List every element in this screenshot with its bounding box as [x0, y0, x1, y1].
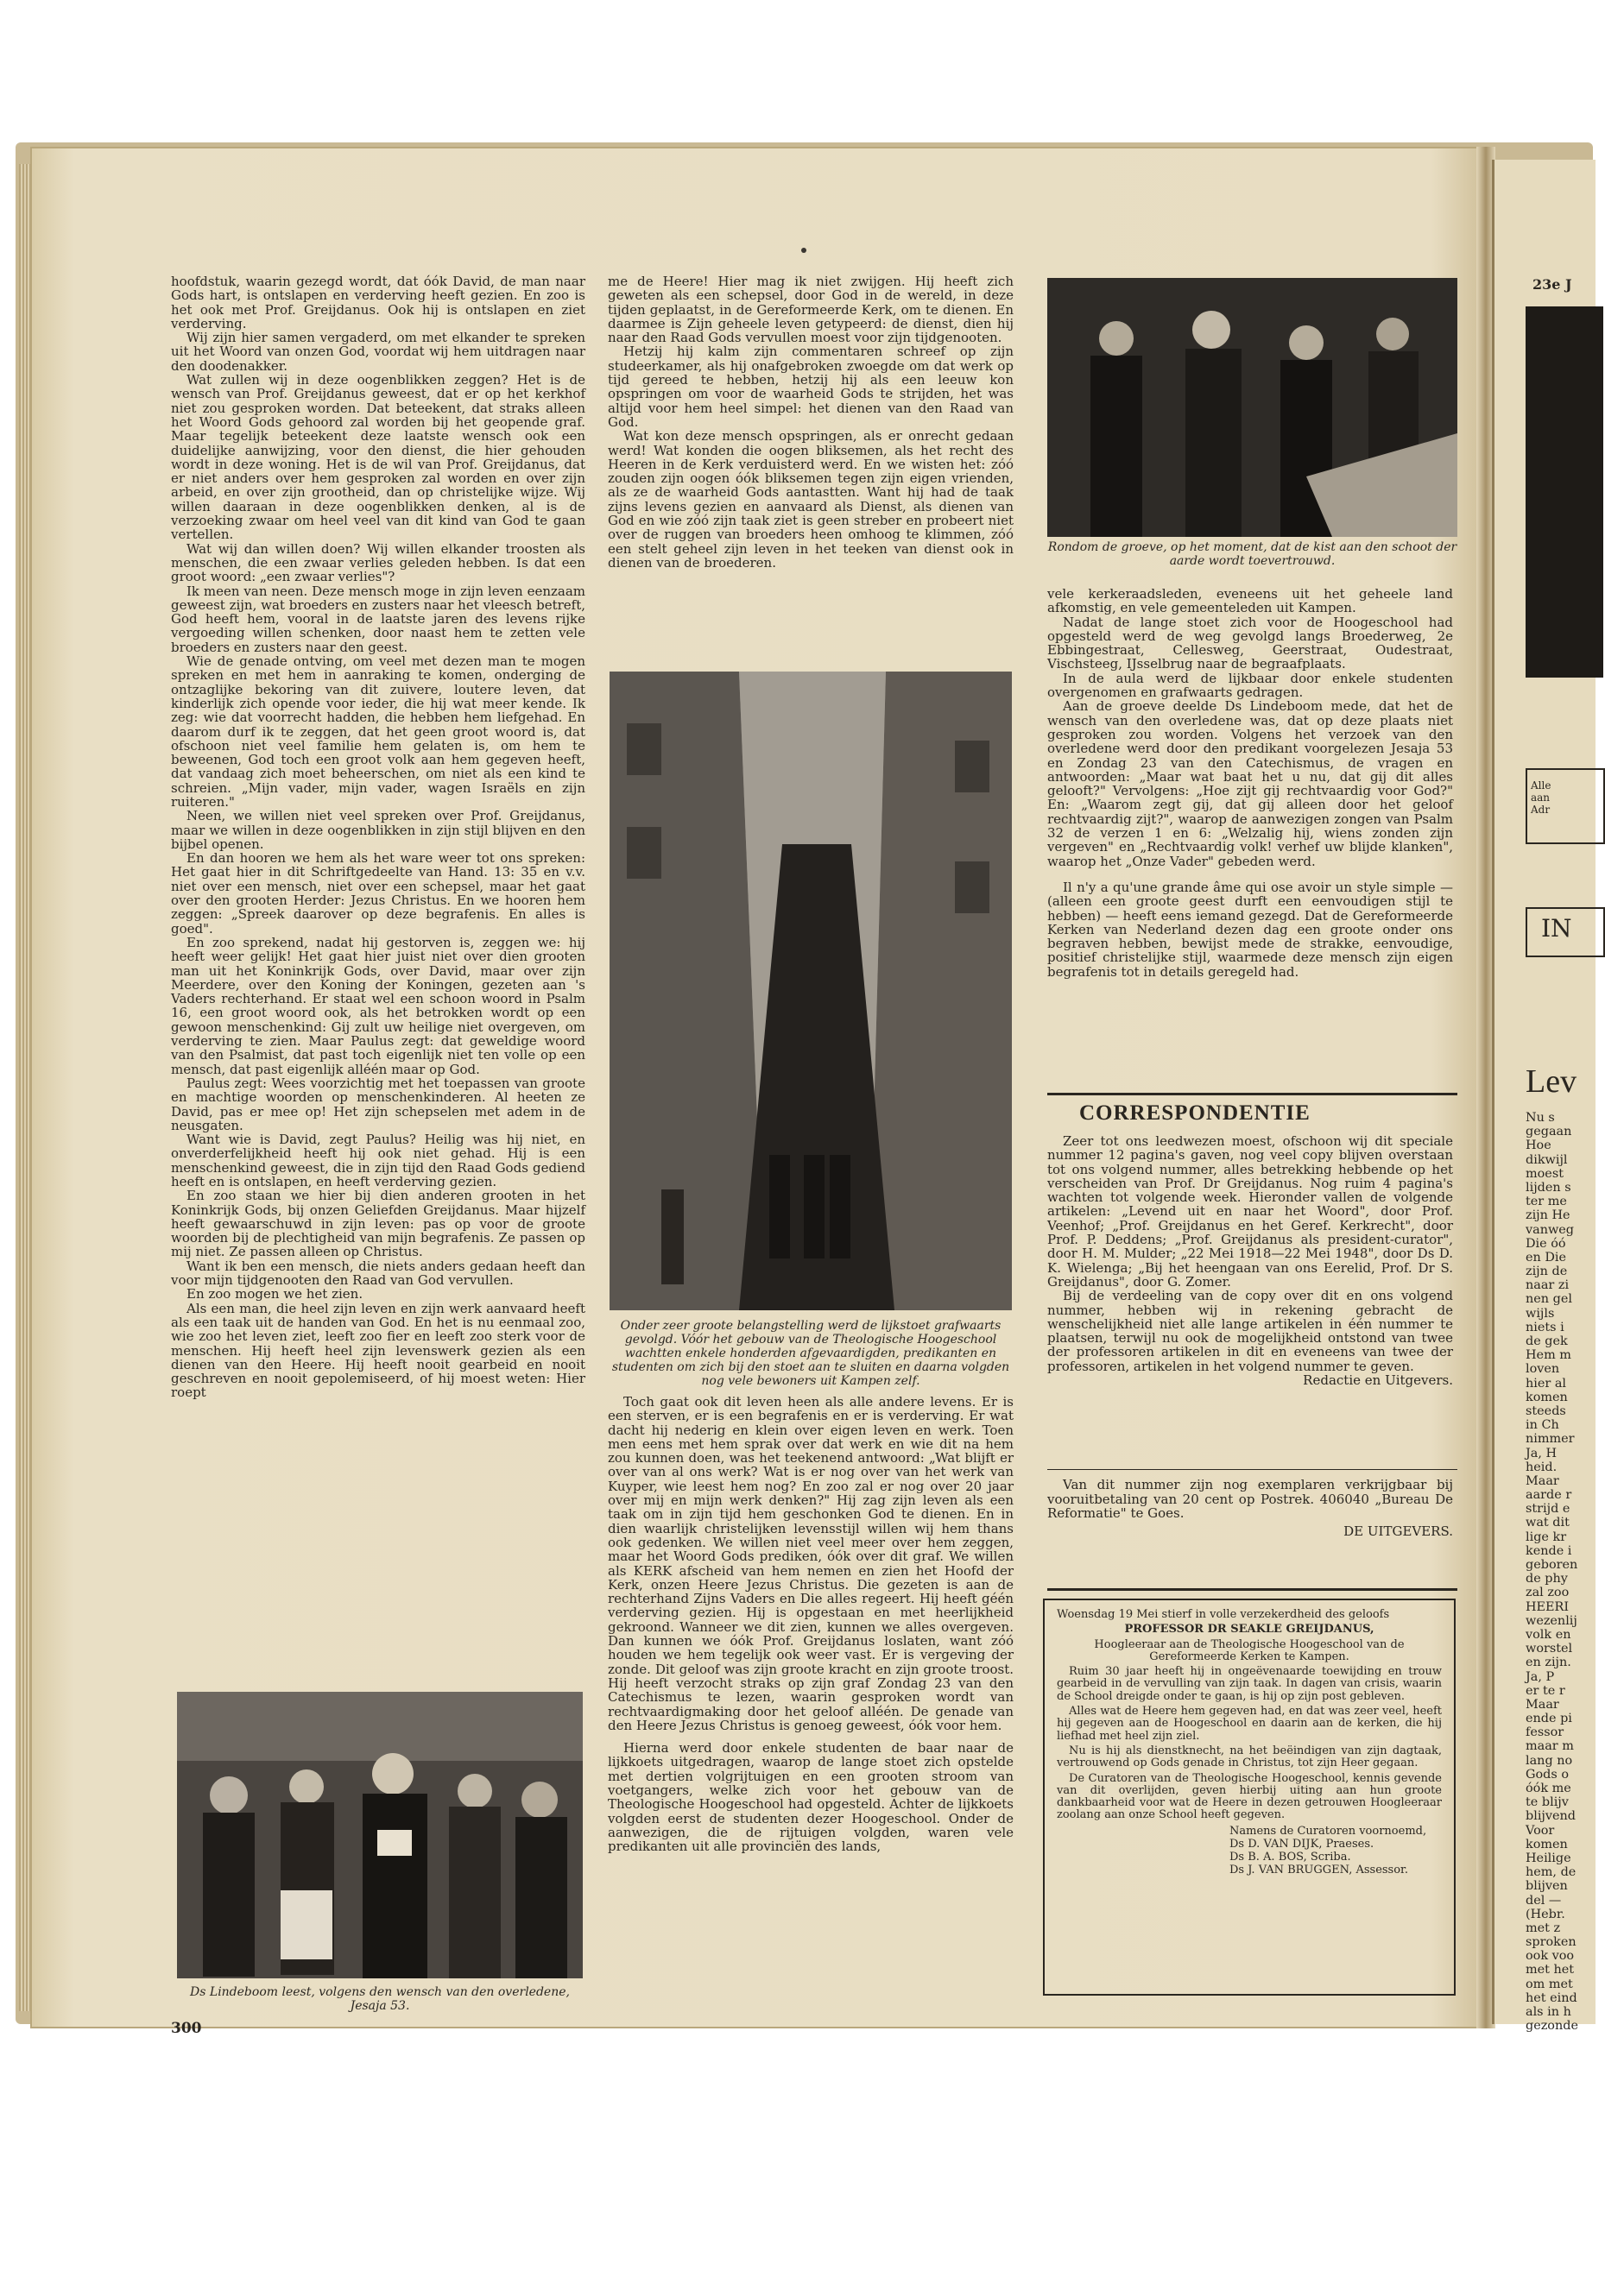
photo-grave [1047, 278, 1457, 537]
box-line: Alle [1531, 779, 1551, 792]
text-fragment: Nu s [1526, 1111, 1555, 1125]
text-fragment: komen [1526, 1837, 1568, 1851]
text-fragment: zijn de [1526, 1265, 1568, 1279]
section-rule [1047, 1093, 1457, 1095]
paragraph: Want ik ben een mensch, die niets anders gedaan heeft dan voor mijn tijdgenooten den Raad van God vervullen. [171, 1258, 585, 1289]
correspondentie-heading: CORRESPONDENTIE [1079, 1101, 1311, 1125]
masthead-graphic [1526, 306, 1603, 678]
paragraph: Toch gaat ook dit leven heen als alle andere levens. Er is een sterven, er is een begrafenis en er is verderving. Er wat dacht hij nederig en klein over eigen leven en werk. Toen men eens met hem sprak over dat werk en wie dit na hem zou kunnen doen, was het teekenend antwoord: „Wat blijft er over van al ons werk? Wat is er nog over van het werk van Kuyper, wie leest hem nog? En zoo zal er nog over 20 jaar over mij en mijn werk denken?" Hij zag zijn leven als een taak om in zijn tijd hem geschonken God te dienen. En in dien waarlijk christelijken levensstijl willen wij hem thans ook gedenken. We willen niet veel meer over hem zeggen, maar het Woord Gods prediken, óók over dit graf. We willen als KERK afscheid van hem nemen en zien het Hoofd der Kerk, onzen Heere Jezus Christus. Die gezeten is aan de rechterhand Zijns Vaders en Die alles regeert. Hij heeft géén verderving gezien. Hij is opgestaan en met heerlijkheid gekroond. Wanneer we dit zien, kunnen we alles overgeven. Dan kunnen we óók Prof. Greijdanus loslaten, want zóó houden we hem tegelijk ook weer vast. Er is vergeving der zonde. Dit geloof was zijn groote kracht en zijn groote troost. Hij heeft verzocht straks op zijn graf Zondag 23 van den Catechismus te lezen, waarin gesproken wordt van rechtvaardigmaking door het geloof alléén. De genade van den Heere Jezus Christus is genoeg geweest, óók voor hem. [608, 1394, 1014, 1733]
text-fragment: hem, de [1526, 1865, 1577, 1880]
text-fragment: dikwijl [1526, 1152, 1568, 1167]
text-fragment: Die óó [1526, 1236, 1566, 1251]
text-fragment: en Die [1526, 1250, 1567, 1265]
text-fragment: hier al [1526, 1376, 1567, 1391]
caption-middle: Onder zeer groote belangstelling werd de lijkstoet grafwaarts gevolgd. Vóór het gebouw van de Theologische Hoogeschool wachtten enkele honderden afgevaardigden, predikanten en studenten om zich bij den stoet aan te sluiten en daarna volgden nog vele bewoners uit Kampen zelf. [611, 1319, 1010, 1388]
box-text: IN [1541, 914, 1572, 943]
text-fragment: worstel [1526, 1642, 1573, 1656]
page-edges [19, 164, 31, 2011]
obituary-name: PROFESSOR DR SEAKLE GREIJDANUS, [1124, 1623, 1374, 1637]
text-fragment: niets i [1526, 1320, 1564, 1334]
paragraph: Nadat de lange stoet zich voor de Hoogeschool had opgesteld werd de weg gevolgd langs Broederweg, 2e Ebbingestraat, Cellesweg, Geerstraat, Oudestraat, Vischsteeg, IJsselbrug naar de begraafplaats. [1047, 614, 1453, 672]
paragraph: En zoo staan we hier bij dien anderen grooten in het Koninkrijk Gods, bij onzen Geliefden Greijdanus. Maar hijzelf heeft gewaarschuwd in zijn leven: pas op voor de groote woorden bij de plechtigheid van mijn begrafenis. Ze passen op mij niet. Ze passen alleen op Christus. [171, 1188, 585, 1260]
notice-text: Van dit nummer zijn nog exemplaren verkrijgbaar bij vooruitbetaling van 20 cent op Postrek. 406040 „Bureau De Reformatie" te Goes. [1047, 1477, 1453, 1521]
text-fragment: te blijv [1526, 1795, 1569, 1810]
text-fragment: Gods o [1526, 1767, 1569, 1782]
text-fragment: lige kr [1526, 1530, 1567, 1544]
text-fragment: de gek [1526, 1334, 1568, 1348]
paragraph: En zoo sprekend, nadat hij gestorven is, zeggen we: hij heeft weer gelijk! Het gaat hier juist niet over dien grooten man uit het Koninkrijk Gods, over David, maar over zijn Meerdere, over den Koning der Koningen, gezeten aan 's Vaders rechterhand. Er staat wel een schoon woord in Psalm 16, een groot woord ook, als het betrokken wordt op een gewoon menschenkind: Gij zult uw heilige niet overgeven, om verderving te zien. Maar Paulus zegt: dat geweldige woord van den Psalmist, dat past toch eigenlijk niet ten volle op een mensch, dat past eigenlijk alléén maar op God. [171, 934, 585, 1077]
paragraph: Wat wij dan willen doen? Wij willen elkander troosten als menschen, die een zwaar verlies geleden hebben. Is dat een groot woord: „een zwaar verlies"? [171, 540, 585, 585]
text-fragment: fessor [1526, 1725, 1564, 1740]
text-fragment: loven [1526, 1362, 1560, 1377]
paragraph: In de aula werd de lijkbaar door enkele studenten overgenomen en grafwaarts gedragen. [1047, 670, 1453, 701]
page-number: 300 [171, 2020, 202, 2037]
notice-signature: DE UITGEVERS. [1343, 1523, 1453, 1539]
text-fragment: Maar [1526, 1697, 1559, 1712]
text-fragment: ende pi [1526, 1712, 1572, 1726]
text-fragment: HEERI [1526, 1599, 1570, 1614]
text-fragment: kende i [1526, 1543, 1572, 1558]
paragraph: En zoo mogen we het zien. [186, 1286, 363, 1303]
text-fragment: naar zi [1526, 1278, 1570, 1293]
text-fragment: nen gel [1526, 1292, 1572, 1307]
text-fragment: vanweg [1526, 1222, 1575, 1237]
text-fragment: ook voo [1526, 1949, 1575, 1964]
paragraph: Wat zullen wij in deze oogenblikken zeggen? Het is de wensch van Prof. Greijdanus geweest, dat er op het kerkhof niet zou gesproken worden. Dat beteekent, dat straks alleen het Woord Gods gehoord zal worden bij het geopende graf. Maar tegelijk beteekent deze laatste wensch ook een duidelijke aanwijzing, voor den dienst, die hier gehouden wordt in deze woning. Het is de wil van Prof. Greijdanus, dat er niet anders over hem gesproken zal worden en over zijn arbeid, en over zijn grootheid, dan op christelijke wijze. Wij willen daaraan in deze oogenblikken denken, al is de verzoeking zwaar om heel veel van dit kind van God te gaan vertellen. [171, 372, 585, 543]
box-line: aan [1531, 792, 1551, 804]
text-fragment: zal zoo [1526, 1586, 1570, 1600]
text-fragment: lang no [1526, 1753, 1573, 1768]
column-2 [608, 274, 1014, 570]
text-fragment: gezonde [1526, 2019, 1578, 2034]
section-rule [1047, 1469, 1457, 1470]
text-fragment: nimmer [1526, 1432, 1575, 1447]
paragraph: Ik meen van neen. Deze mensch moge in zijn leven eenzaam geweest zijn, wat broeders en zusters naar het vleesch betreft, God heeft hem, vooral in de laatste jaren des levens rijke vergoeding willen schenken, door naast hem te zetten vele broeders en zusters naar den geest. [171, 583, 585, 655]
paragraph: hoofdstuk, waarin gezegd wordt, dat óók David, de man naar Gods hart, is ontslapen en verderving heeft gezien. En zoo is het ook met Prof. Greijdanus. Ook hij is ontslapen en ziet verderving. [171, 274, 585, 331]
text-fragment: in Ch [1526, 1418, 1559, 1433]
text-fragment: (Hebr. [1526, 1907, 1565, 1921]
obituary-signature: Ds J. VAN BRUGGEN, Assessor. [1229, 1863, 1408, 1877]
text-fragment: blijven [1526, 1879, 1568, 1894]
right-page-box [1526, 768, 1605, 844]
obituary-paragraph: De Curatoren van de Theologische Hoogeschool, kennis gevende van dit overlijden, geven hierbij uiting aan hun groote dankbaarheid voor wat de Heere in dezen getrouwen Hoogleeraar zoolang aan onze School heeft gegeven. [1057, 1771, 1442, 1822]
paragraph: Aan de groeve deelde Ds Lindeboom mede, dat het de wensch van den overledene was, dat op deze plaats niet gesproken zou worden. Volgens het verzoek van den overledene werd door den predikant voorgelezen Jesaja 53 en Zondag 23 van den Catechismus, de vragen en antwoorden: „Maar wat baat het u nu, dat gij dit alles gelooft?" Vervolgens: „Hoe zijt gij rechtvaardig voor God?" En: „Waarom zegt gij, dat gij alleen door het geloof rechtvaardig zijt?", waarop de aanwezigen zongen van Psalm 32 de verzen 1 en 6: „Welzalig hij, wiens zonden zijn vergeven" en „Rechtvaardig volk! verhef uw blijde klanken", waarop het „Onze Vader" gebeden werd. [1047, 698, 1453, 869]
paragraph: Paulus zegt: Wees voorzichtig met het toepassen van groote en machtige woorden op menschenkinderen. Al heeten ze David, pas er mee op! Het zijn schepselen met adem in de neusgaten. [171, 1075, 585, 1133]
text-fragment: volk en [1526, 1627, 1571, 1642]
text-fragment: met het [1526, 1963, 1575, 1977]
column-1 [171, 274, 585, 1400]
photo-image [177, 1692, 583, 1978]
photo-lindeboom-reading [177, 1692, 583, 1978]
paragraph: vele kerkeraadsleden, eveneens uit het geheele land afkomstig, en vele gemeenteleden uit Kampen. [1047, 586, 1453, 616]
paragraph: Neen, we willen niet veel spreken over Prof. Greijdanus, maar we willen in deze oogenblikken in zijn stijl blijven en den bijbel openen. [171, 808, 585, 852]
text-fragment: gegaan [1526, 1125, 1572, 1139]
text-fragment: zijn He [1526, 1208, 1570, 1223]
obituary-paragraph: Alles wat de Heere hem gegeven had, en dat was zeer veel, heeft hij gegeven aan de Hoogeschool en daarin aan de kerken, die hij liefhad met heel zijn ziel. [1057, 1705, 1442, 1743]
text-fragment: blijvend [1526, 1809, 1577, 1824]
text-fragment: moest [1526, 1166, 1564, 1181]
paragraph: Il n'y a qu'une grande âme qui ose avoir un style simple — (alleen een groote geest durft een eenvoudigen stijl te hebben) — heeft eens iemand gezegd. Dat de Gereformeerde Kerken van Nederland dezen dag een groote onder ons begraven hebben, bewijst mede de strakke, eenvoudige, positief christelijke stijl, waarmede deze mensch zijn eigen begrafenis tot in details geregeld had. [1047, 879, 1453, 980]
text-fragment: strijd e [1526, 1502, 1570, 1517]
text-fragment: wat dit [1526, 1516, 1570, 1530]
obituary-signature: Namens de Curatoren voornoemd, [1229, 1824, 1427, 1838]
text-fragment: ter me [1526, 1195, 1567, 1209]
paragraph: me de Heere! Hier mag ik niet zwijgen. Hij heeft zich geweten als een schepsel, door God in de wereld, in deze tijden geplaatst, in de Gereformeerde Kerk, om te dienen. En daarmee is Zijn geheele leven getypeerd: de dienst, dien hij naar den Raad Gods vervullen moest voor zijn tijdgenooten. [608, 274, 1014, 346]
text-fragment: wijls [1526, 1306, 1555, 1321]
text-fragment: komen [1526, 1390, 1568, 1404]
paragraph: Als een man, die heel zijn leven en zijn werk aanvaard heeft als een taak uit de handen van God. En het is nu eenmaal zoo, wie zoo het leven ziet, leeft zoo fier en leeft zoo sterk voor de menschen. Hij heeft heel zijn levenswerk gezien als een dienen van den Heere. Hij heeft nooit gearbeid en nooit geschreven en nooit gepolemiseerd, of hij moest weten: Hier roept [171, 1300, 585, 1401]
availability-notice [1047, 1478, 1453, 1538]
caption-bottom-left: Ds Lindeboom leest, volgens den wensch van den overledene, Jesaja 53. [190, 1985, 570, 2013]
obituary-box [1043, 1599, 1456, 1996]
correspondentie-signature: Redactie en Uitgevers. [1303, 1372, 1453, 1389]
paragraph: Hierna werd door enkele studenten de baar naar de lijkkoets uitgedragen, waarop de lange stoet zich opstelde met dertien volgrijtuigen en een grooten stroom van voetgangers, welke zich voor het gebouw van de Theologische Hoogeschool had opgesteld. Achter de lijkkoets volgden eerst de studenten dezer Hoogeschool. Onder de aanwezigen, die de rijtuigen volgden, waren vele predikanten uit alle provinciën des lands, [608, 1740, 1014, 1855]
paragraph: Want wie is David, zegt Paulus? Heilig was hij niet, en onverderfelijkheid heeft hij ook niet gehad. Hij is een menschenkind geweest, die in zijn tijd den Raad Gods gediend heeft en is ontslapen, en heeft verderving gezien. [171, 1132, 585, 1189]
paragraph: En dan hooren we hem als het ware weer tot ons spreken: Het gaat hier in dit Schriftgedeelte van Hand. 13: 35 en v.v. niet over een mensch, niet over een schepsel, maar het gaat over den grooten Herder: Jezus Christus. En we hooren hem zeggen: „Spreek daarover op deze begrafenis. En alles is goed". [171, 850, 585, 937]
section-rule [1047, 1588, 1457, 1591]
paragraph: Bij de verdeeling van de copy over dit en ons volgend nummer, hebben wij in rekening gebracht de wenschelijkheid niet alle lange artikelen in één nummer te plaatsen, terwijl nu ook de mogelijkheid ontstond van twee der professoren artikelen in dit en eveneens van twee der professoren, artikelen in het volgend nummer te geven. [1047, 1288, 1453, 1374]
text-fragment: het eind [1526, 1990, 1577, 2005]
right-page-date: 23e J [1532, 276, 1572, 293]
text-fragment: om met [1526, 1977, 1573, 1991]
paragraph: Zeer tot ons leedwezen moest, ofschoon wij dit speciale nummer 12 pagina's gaven, nog veel copy blijven overstaan tot ons volgend nummer, alles betrekking hebbende op het verscheiden van Prof. Dr Greijdanus. Nog ruim 4 pagina's wachten tot volgende week. Hieronder vallen de volgende artikelen: „Levend uit en naar het Woord", door Prof. Veenhof; „Prof. Greijdanus en het Geref. Kerkrecht", door Prof. P. Deddens; „Prof. Greijdanus als president-curator", door H. M. Mulder; „22 Mei 1918—22 Mei 1948", door Ds D. K. Wielenga; „Bij het heengaan van ons Eerelid, Prof. Dr S. Greijdanus", door G. Zomer. [1047, 1133, 1453, 1290]
column-2-continued [608, 1395, 1014, 1854]
text-fragment: steeds [1526, 1403, 1566, 1418]
text-fragment: del — [1526, 1893, 1562, 1908]
obituary-intro: Woensdag 19 Mei stierf in volle verzekerdheid des geloofs [1057, 1608, 1390, 1621]
text-fragment: en zijn. [1526, 1656, 1571, 1670]
caption-top-right: Rondom de groeve, op het moment, dat de kist aan den schoot der aarde wordt toevertrouwd. [1047, 540, 1457, 568]
text-fragment: óók me [1526, 1782, 1571, 1795]
text-fragment: Hoe [1526, 1139, 1551, 1153]
right-page-text [1526, 1111, 1598, 2033]
text-fragment: geboren [1526, 1558, 1578, 1572]
text-fragment: Maar [1526, 1473, 1559, 1488]
obituary-paragraph: Ruim 30 jaar heeft hij in ongeëvenaarde toewijding en trouw gearbeid in de vervulling van zijn taak. In dagen van crisis, waarin de School dreigde onder te gaan, is hij op zijn post gebleven. [1057, 1665, 1442, 1703]
obituary-title: Hoogleeraar aan de Theologische Hoogeschool van de Gereformeerde Kerken te Kampen. [1094, 1637, 1405, 1663]
text-fragment: Ja, H [1526, 1446, 1558, 1460]
photo-procession [610, 672, 1012, 1310]
text-fragment: aarde r [1526, 1488, 1572, 1503]
correspondentie-body [1047, 1134, 1453, 1387]
text-fragment: sproken [1526, 1935, 1577, 1950]
text-fragment: Ja, P [1526, 1669, 1555, 1684]
right-page [1492, 160, 1596, 2034]
text-fragment: Hem m [1526, 1348, 1571, 1363]
text-fragment: heid. [1526, 1460, 1558, 1474]
paragraph: Wie de genade ontving, om veel met dezen man te mogen spreken en met hem in aanraking te komen, onderging de ontzaglijke bekoring van dit zuivere, loutere leven, dat kinderlijk zich opende voor ieder, die hij wat meer kende. Ik zeg: wie dat voorrecht hadden, die hebben hem liefgehad. En daarom durf ik te zeggen, dat het geen groot woord is, dat ofschoon niet veel familie hem gelaten is, om hem te beweenen, God toch een groot volk aan hem gegeven heeft, dat vandaag zich moet beheerschen, om niet als een kind te schreien. „Mijn vader, mijn vader, wagen Israëls en zijn ruiteren." [171, 653, 585, 810]
text-fragment: met z [1526, 1921, 1561, 1935]
right-page-box-2 [1526, 907, 1605, 957]
text-fragment: lijden s [1526, 1180, 1571, 1195]
photo-image [1047, 278, 1457, 537]
text-fragment: wezenlij [1526, 1613, 1577, 1628]
text-fragment: de phy [1526, 1572, 1568, 1586]
text-fragment: maar m [1526, 1739, 1574, 1754]
photo-image [610, 672, 1012, 1310]
obituary-signature: Ds B. A. BOS, Scriba. [1229, 1850, 1351, 1864]
page-mark [801, 248, 806, 253]
text-fragment: Heilige [1526, 1851, 1571, 1865]
paragraph: Wij zijn hier samen vergaderd, om met elkander te spreken uit het Woord van onzen God, voordat wij hem uitdragen naar den doodenakker. [171, 330, 585, 374]
column-3 [1047, 587, 1453, 979]
text-fragment: Voor [1526, 1823, 1555, 1838]
paragraph: Hetzij hij kalm zijn commentaren schreef op zijn studeerkamer, als hij onafgebroken zwoegde om dat werk op tijd gereed te hebben, hetzij hij als een leeuw kon opspringen om voor de waarheid Gods te strijden, het was altijd voor hem heel simpel: het dienen van den Raad van God. [608, 344, 1014, 430]
box-line: Adr [1531, 804, 1551, 816]
obituary-paragraph: Nu is hij als dienstknecht, na het beëindigen van zijn dagtaak, vertrouwend op Gods genade in Christus, tot zijn Heer gegaan. [1057, 1744, 1442, 1770]
text-fragment: er te r [1526, 1683, 1565, 1698]
paragraph: Wat kon deze mensch opspringen, als er onrecht gedaan werd! Wat konden die oogen bliksemen, als het recht des Heeren in de Kerk verduisterd werd. En we wisten het: zóó zouden zijn oogen óók bliksemen tegen zijn eigen vrienden, als ze de waarheid Gods aantastten. Want hij had de taak zijns levens gezien en aanvaard als Dienst, als dienen van God en wie zóó zijn taak ziet is geen streber en probeert niet over de ruggen van broeders heen omhoog te klimmen, zóó een stelt geheel zijn leven in het teeken van dienst ook in dienen van de broederen. [608, 428, 1014, 571]
obituary-signature: Ds D. VAN DIJK, Praeses. [1229, 1837, 1374, 1851]
text-fragment: als in h [1526, 2005, 1571, 2019]
right-page-heading: Lev [1526, 1063, 1577, 1100]
